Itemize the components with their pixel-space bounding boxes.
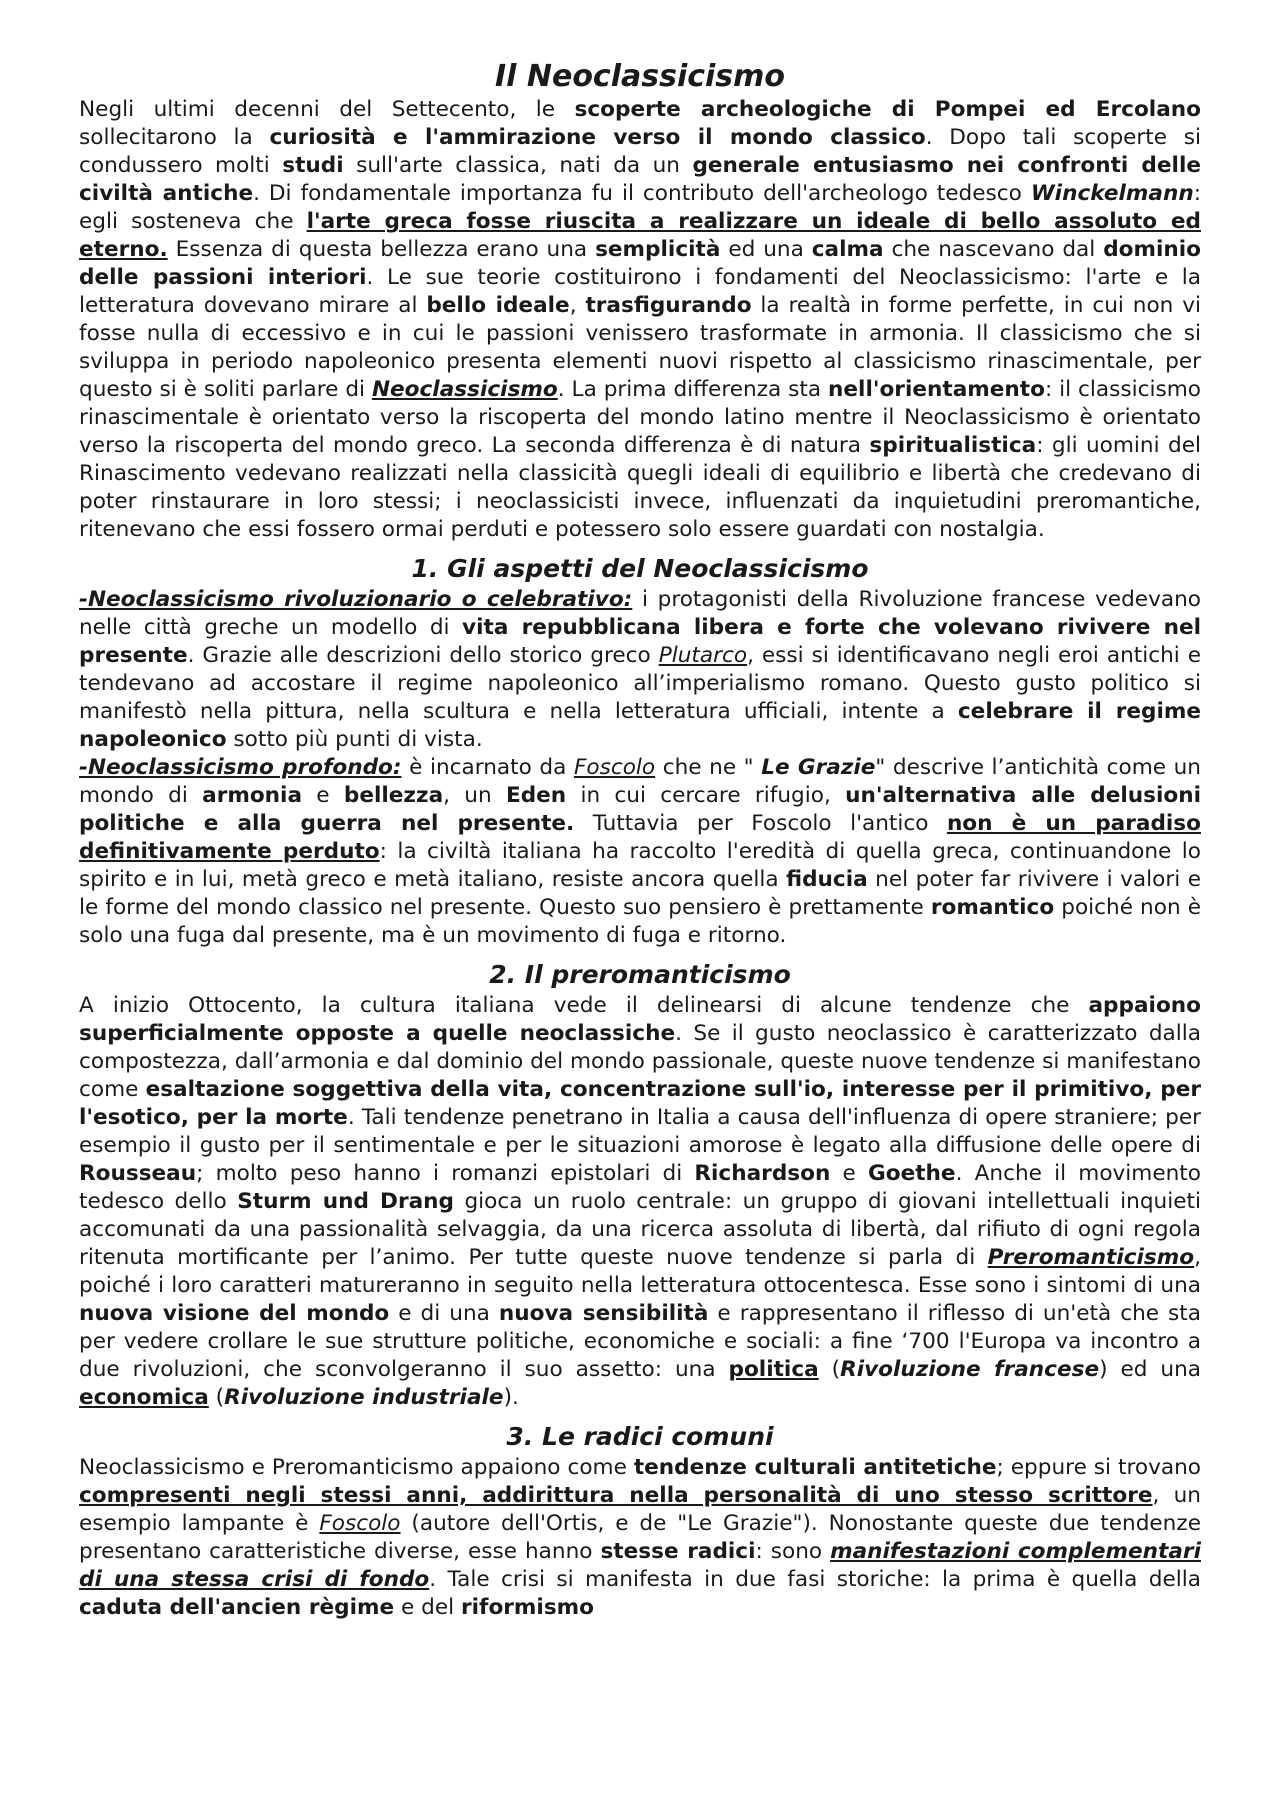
section-1-paragraph-1: -Neoclassicismo rivoluzionario o celebrativo: i protagonisti della Rivoluzione francese vedevano nelle città greche un modello di vita repubblicana libera e forte che volevano rivivere nel presente. Grazie alle descrizioni dello storico greco Plutarco, essi si identificavano negli eroi antichi e tendevano ad accostare il regime napoleonico all’imperialismo romano. Questo gusto politico si manifestò nella pittura, nella scultura e nella letteratura ufficiali, intente a celebrare il regime napoleonico sotto più punti di vista. (79, 587, 1202, 752)
intro-paragraph: Negli ultimi decenni del Settecento, le scoperte archeologiche di Pompei ed Ercolano sollecitarono la curiosità e l'ammirazione verso il mondo classico. Dopo tali scoperte si condussero molti studi sull'arte classica, nati da un generale entusiasmo nei confronti delle civiltà antiche. Di fondamentale importanza fu il contributo dell'archeologo tedesco Winckelmann: egli sosteneva che l'arte greca fosse riuscita a realizzare un ideale di bello assoluto ed eterno. Essenza di questa bellezza erano una semplicità ed una calma che nascevano dal dominio delle passioni interiori. Le sue teorie costituirono i fondamenti del Neoclassicismo: l'arte e la letteratura dovevano mirare al bello ideale, trasfigurando la realtà in forme perfette, in cui non vi fosse nulla di eccessivo e in cui le passioni venissero trasformate in armonia. Il classicismo che si sviluppa in periodo napoleonico presenta elementi nuovi rispetto al classicismo rinascimentale, per questo si è soliti parlare di Neoclassicismo. La prima differenza sta nell'orientamento: il classicismo rinascimentale è orientato verso la riscoperta del mondo latino mentre il Neoclassicismo è orientato verso la riscoperta del mondo greco. La seconda differenza è di natura spiritualistica: gli uomini del Rinascimento vedevano realizzati nella classicità quegli ideali di equilibrio e libertà che credevano di poter rinstaurare in loro stessi; i neoclassicisti invece, influenzati da inquietudini preromantiche, ritenevano che essi fossero ormai perduti e potessero solo essere guardati con nostalgia. (79, 97, 1202, 542)
section-2-heading: 2. Il preromanticismo (489, 960, 791, 989)
section-1-paragraph-2: -Neoclassicismo profondo: è incarnato da Foscolo che ne " Le Grazie" descrive l’antichità come un mondo di armonia e bellezza, un Eden in cui cercare rifugio, un'alternativa alle delusioni politiche e alla guerra nel presente. Tuttavia per Foscolo l'antico non è un paradiso definitivamente perduto: la civiltà italiana ha raccolto l'eredità di quella greca, continuandone lo spirito e in lui, metà greco e metà italiano, resiste ancora quella fiducia nel poter far rivivere i valori e le forme del mondo classico nel presente. Questo suo pensiero è prettamente romantico poiché non è solo una fuga dal presente, ma è un movimento di fuga e ritorno. (79, 755, 1202, 948)
section-3-paragraph: Neoclassicismo e Preromanticismo appaiono come tendenze culturali antitetiche; eppure si trovano compresenti negli stessi anni, addirittura nella personalità di uno stesso scrittore, un esempio lampante è Foscolo (autore dell'Ortis, e de "Le Grazie"). Nonostante queste due tendenze presentano caratteristiche diverse, esse hanno stesse radici: sono manifestazioni complementari di una stessa crisi di fondo. Tale crisi si manifesta in due fasi storiche: la prima è quella della caduta dell'ancien règime e del riformismo (79, 1455, 1201, 1620)
page-title: Il Neoclassicismo (494, 59, 786, 94)
section-3-heading: 3. Le radici comuni (506, 1422, 774, 1451)
section-2-paragraph: A inizio Ottocento, la cultura italiana vede il delinearsi di alcune tendenze che appaiono superficialmente opposte a quelle neoclassiche. Se il gusto neoclassico è caratterizzato dalla compostezza, dall’armonia e dal dominio del mondo passionale, queste nuove tendenze si manifestano come esaltazione soggettiva della vita, concentrazione sull'io, interesse per il primitivo, per l'esotico, per la morte. Tali tendenze penetrano in Italia a causa dell'influenza di opere straniere; per esempio il gusto per il sentimentale e per le situazioni amorose è legato alla diffusione delle opere di Rousseau; molto peso hanno i romanzi epistolari di Richardson e Goethe. Anche il movimento tedesco dello Sturm und Drang gioca un ruolo centrale: un gruppo di giovani intellettuali inquieti accomunati da una passionalità selvaggia, da una ricerca assoluta di libertà, dal rifiuto di ogni regola ritenuta mortificante per l’animo. Per tutte queste nuove tendenze si parla di Preromanticismo, poiché i loro caratteri matureranno in seguito nella letteratura ottocentesca. Esse sono i sintomi di una nuova visione del mondo e di una nuova sensibilità e rappresentano il riflesso di un'età che sta per vedere crollare le sue strutture politiche, economiche e sociali: a fine ‘700 l'Europa va incontro a due rivoluzioni, che sconvolgeranno il suo assetto: una politica (Rivoluzione francese) ed una economica (Rivoluzione industriale). (79, 993, 1202, 1410)
section-1-heading: 1. Gli aspetti del Neoclassicismo (411, 554, 869, 583)
